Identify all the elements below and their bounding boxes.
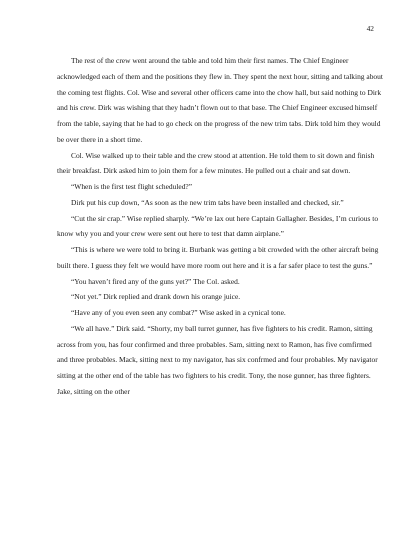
paragraph: “This is where we were told to bring it. Burbank was getting a bit crowded with the other aircraft being built there. I guess they felt we would have more room out here and it is a far safer place to test the guns.” — [57, 245, 379, 270]
paragraph: “When is the first test flight scheduled?” — [71, 182, 193, 191]
page-number: 42 — [366, 24, 374, 33]
paragraph: Col. Wise walked up to their table and the crew stood at attention. He told them to sit down and finish their breakfast. Dirk asked him to join them for a few minutes. He pulled out a chair and sat down. — [57, 150, 375, 176]
paragraph: “Have any of you even seen any combat?” Wise asked in a cynical tone. — [71, 308, 286, 317]
paragraph: “We all have.” Dirk said. “Shorty, my ball turret gunner, has five fighters to his credit. Ramon, sitting across from you, has four confirmed and three probables. Sam, sitting next to Ramon, has five comfirmed and three probables. Mack, sitting next to my navigator, has six confrmed and four probables. My navigator sitting at the other end of the table has two fighters to his credit. Tony, the nose gunner, has three fighters. Jake, sitting on the other — [57, 323, 378, 396]
body-text — [57, 53, 384, 400]
paragraph: The rest of the crew went around the table and told him their first names. The Chief Engineer acknowledged each of them and the positions they flew in. They spent the next hour, sitting and talking about the coming test flights. Col. Wise and several other officers came into the chow hall, but said nothing to Dirk and his crew. Dirk was wishing that they hadn’t flown out to that base. The Chief Engineer excused himself from the table, saying that he had to go check on the progress of the new trim tabs. Dirk told him they would be over there in a short time. — [57, 56, 383, 144]
paragraph: Dirk put his cup down, “As soon as the new trim tabs have been installed and checked, sir.” — [71, 197, 344, 207]
paragraph: “Not yet.” Dirk replied and drank down his orange juice. — [71, 292, 241, 302]
paragraph: “You haven’t fired any of the guns yet?” The Col. asked. — [71, 276, 240, 286]
paragraph: “Cut the sir crap.” Wise replied sharply. “We’re lax out here Captain Gallagher. Besides, I’m curious to know why you and your crew were sent out here to test that damn airplane.” — [57, 213, 379, 239]
